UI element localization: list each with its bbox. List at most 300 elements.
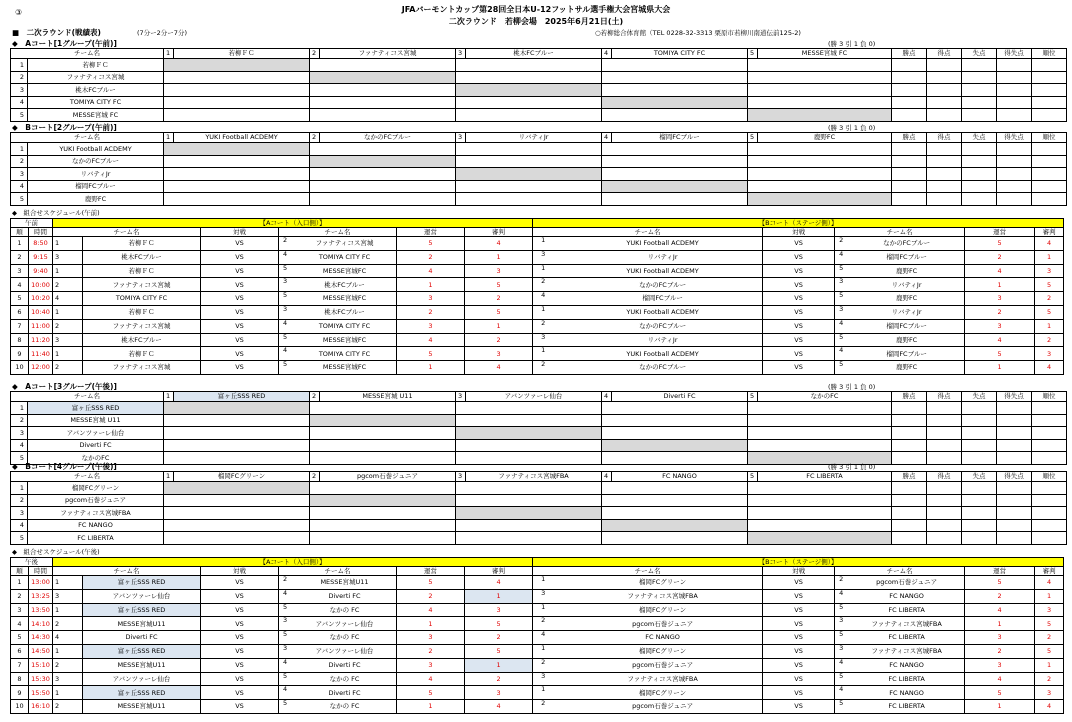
stat-cell[interactable] xyxy=(927,109,962,122)
result-cell[interactable] xyxy=(456,427,602,440)
b-team1-cell xyxy=(533,644,763,658)
match-time: 12:00 xyxy=(29,361,53,375)
stat-cell[interactable] xyxy=(892,482,927,495)
a-referee: 4 xyxy=(397,672,465,686)
stat-cell[interactable] xyxy=(927,519,962,532)
b-referee: 2 xyxy=(965,305,1035,319)
a-team2-name: Diverti FC xyxy=(328,591,361,600)
a-team2-name: MESSE宮城U11 xyxy=(320,578,369,587)
b-team2-name: ファナティコス宮城FBA xyxy=(871,619,942,628)
stat-cell[interactable] xyxy=(997,427,1032,440)
stat-cell[interactable] xyxy=(962,193,997,206)
result-cell[interactable] xyxy=(456,402,602,415)
stat-cell[interactable] xyxy=(997,71,1032,84)
b-team1-name: リバティJr xyxy=(647,335,678,344)
b-referee: 2 xyxy=(965,589,1035,603)
stat-header-points: 勝点 xyxy=(892,133,927,143)
stat-cell[interactable] xyxy=(892,180,927,193)
result-cell[interactable] xyxy=(164,452,310,465)
row-index: 2 xyxy=(11,494,28,507)
row-index: 2 xyxy=(11,155,28,168)
a-referee: 5 xyxy=(397,347,465,361)
stat-cell[interactable] xyxy=(962,168,997,181)
result-cell[interactable] xyxy=(748,84,892,97)
result-cell[interactable] xyxy=(748,71,892,84)
stat-cell[interactable] xyxy=(892,168,927,181)
stat-cell[interactable] xyxy=(1032,168,1067,181)
result-cell[interactable] xyxy=(456,143,602,156)
a-team2-cell xyxy=(279,361,397,375)
stat-cell[interactable] xyxy=(892,109,927,122)
b-vs: VS xyxy=(763,319,835,333)
stat-cell[interactable] xyxy=(997,109,1032,122)
result-cell[interactable] xyxy=(748,494,892,507)
result-cell[interactable] xyxy=(602,452,748,465)
stat-cell[interactable] xyxy=(962,427,997,440)
stat-cell[interactable] xyxy=(927,532,962,545)
result-cell[interactable] xyxy=(602,143,748,156)
stat-cell[interactable] xyxy=(927,168,962,181)
schedule-row xyxy=(11,576,1064,590)
stat-cell[interactable] xyxy=(1032,507,1067,520)
result-cell[interactable] xyxy=(456,168,602,181)
result-cell[interactable] xyxy=(602,439,748,452)
b-team2-name: FC LIBERTA xyxy=(888,674,925,683)
period-label: 午前 xyxy=(11,219,53,228)
a-team1-name: 富ヶ丘SSS RED xyxy=(83,686,201,700)
row-team-name: YUKI Football ACDEMY xyxy=(28,143,164,156)
stat-cell[interactable] xyxy=(1032,532,1067,545)
result-cell[interactable] xyxy=(602,109,748,122)
stat-cell[interactable] xyxy=(997,494,1032,507)
result-cell[interactable] xyxy=(164,168,310,181)
result-cell[interactable] xyxy=(748,59,892,72)
b-team1-index: 1 xyxy=(541,603,546,611)
schedule-row xyxy=(11,250,1064,264)
result-cell[interactable] xyxy=(602,532,748,545)
result-cell[interactable] xyxy=(310,71,456,84)
stat-cell[interactable] xyxy=(1032,439,1067,452)
result-cell[interactable] xyxy=(748,414,892,427)
stat-cell[interactable] xyxy=(962,180,997,193)
stat-cell[interactable] xyxy=(927,427,962,440)
result-cell[interactable] xyxy=(748,96,892,109)
a-judge: 4 xyxy=(465,700,533,714)
result-cell[interactable] xyxy=(748,439,892,452)
court-b-header: 【Bコート（ステージ側）】 xyxy=(533,219,1064,228)
result-cell[interactable] xyxy=(748,155,892,168)
result-cell[interactable] xyxy=(456,193,602,206)
b-team1-cell xyxy=(533,686,763,700)
b-team2-cell xyxy=(835,361,965,375)
a-judge: 3 xyxy=(465,264,533,278)
stat-cell[interactable] xyxy=(892,427,927,440)
a-team1-index: 1 xyxy=(53,305,83,319)
a-judge: 2 xyxy=(465,631,533,645)
stat-cell[interactable] xyxy=(962,452,997,465)
col-index: 5 xyxy=(748,472,758,482)
stat-cell[interactable] xyxy=(1032,143,1067,156)
stat-cell[interactable] xyxy=(962,84,997,97)
result-cell[interactable] xyxy=(164,143,310,156)
row-index: 2 xyxy=(11,71,28,84)
result-cell[interactable] xyxy=(310,507,456,520)
stat-cell[interactable] xyxy=(892,532,927,545)
stat-cell[interactable] xyxy=(927,439,962,452)
stat-cell[interactable] xyxy=(927,84,962,97)
a-judge: 1 xyxy=(465,250,533,264)
result-cell[interactable] xyxy=(310,427,456,440)
stat-cell[interactable] xyxy=(1032,96,1067,109)
col-team-name: なかのFCブルー xyxy=(320,133,456,143)
b-team1-index: 1 xyxy=(541,264,546,272)
result-cell[interactable] xyxy=(456,84,602,97)
result-cell[interactable] xyxy=(602,427,748,440)
result-cell[interactable] xyxy=(164,96,310,109)
stat-cell[interactable] xyxy=(927,71,962,84)
result-cell[interactable] xyxy=(748,168,892,181)
stat-cell[interactable] xyxy=(1032,414,1067,427)
stat-cell[interactable] xyxy=(997,439,1032,452)
result-cell[interactable] xyxy=(164,109,310,122)
result-cell[interactable] xyxy=(310,155,456,168)
a-referee: 2 xyxy=(397,644,465,658)
result-cell[interactable] xyxy=(456,519,602,532)
b-team1-cell xyxy=(533,305,763,319)
result-cell[interactable] xyxy=(310,519,456,532)
b-team1-cell xyxy=(533,278,763,292)
a-referee: 1 xyxy=(397,617,465,631)
result-cell[interactable] xyxy=(310,143,456,156)
stat-cell[interactable] xyxy=(892,84,927,97)
b-referee: 3 xyxy=(965,292,1035,306)
a-team2-cell xyxy=(279,589,397,603)
stat-cell[interactable] xyxy=(1032,59,1067,72)
time-header: 時間 xyxy=(29,567,53,576)
result-cell[interactable] xyxy=(456,452,602,465)
stat-cell[interactable] xyxy=(927,59,962,72)
stat-cell[interactable] xyxy=(892,452,927,465)
a-team1-name: TOMIYA CITY FC xyxy=(83,292,201,306)
result-cell[interactable] xyxy=(310,532,456,545)
b-team2-index: 4 xyxy=(839,685,844,694)
result-cell[interactable] xyxy=(456,439,602,452)
result-cell[interactable] xyxy=(164,59,310,72)
a-referee: 3 xyxy=(397,631,465,645)
stat-cell[interactable] xyxy=(1032,427,1067,440)
stat-cell[interactable] xyxy=(1032,109,1067,122)
result-cell[interactable] xyxy=(310,452,456,465)
stat-cell[interactable] xyxy=(997,507,1032,520)
b-vs: VS xyxy=(763,347,835,361)
stat-cell[interactable] xyxy=(997,168,1032,181)
stat-cell[interactable] xyxy=(997,532,1032,545)
result-cell[interactable] xyxy=(602,96,748,109)
result-cell[interactable] xyxy=(456,59,602,72)
stat-cell[interactable] xyxy=(962,414,997,427)
row-team-name: 桃木FCブルー xyxy=(28,84,164,97)
b-judge: 4 xyxy=(1035,576,1064,590)
result-cell[interactable] xyxy=(748,519,892,532)
result-cell[interactable] xyxy=(164,494,310,507)
result-cell[interactable] xyxy=(164,519,310,532)
result-cell[interactable] xyxy=(602,414,748,427)
col-index: 3 xyxy=(456,472,466,482)
result-cell[interactable] xyxy=(164,402,310,415)
result-cell[interactable] xyxy=(456,494,602,507)
stat-cell[interactable] xyxy=(1032,71,1067,84)
result-cell[interactable] xyxy=(310,193,456,206)
match-time: 13:00 xyxy=(29,576,53,590)
a-judge-header: 審判 xyxy=(465,228,533,237)
a-team2-index: 4 xyxy=(283,685,288,694)
result-cell[interactable] xyxy=(748,402,892,415)
schedule-row xyxy=(11,617,1064,631)
result-cell[interactable] xyxy=(164,71,310,84)
match-time: 10:20 xyxy=(29,292,53,306)
b-referee: 1 xyxy=(965,361,1035,375)
result-cell[interactable] xyxy=(456,71,602,84)
stat-cell[interactable] xyxy=(997,143,1032,156)
stat-cell[interactable] xyxy=(997,452,1032,465)
a-vs: VS xyxy=(201,347,279,361)
col-index: 5 xyxy=(748,392,758,402)
result-cell[interactable] xyxy=(164,414,310,427)
stat-cell[interactable] xyxy=(962,507,997,520)
stat-cell[interactable] xyxy=(892,193,927,206)
a-team1-name: MESSE宮城U11 xyxy=(83,617,201,631)
result-cell[interactable] xyxy=(310,96,456,109)
stat-cell[interactable] xyxy=(997,96,1032,109)
stat-cell[interactable] xyxy=(892,59,927,72)
stat-cell[interactable] xyxy=(1032,482,1067,495)
stat-cell[interactable] xyxy=(962,59,997,72)
stat-cell[interactable] xyxy=(892,96,927,109)
result-cell[interactable] xyxy=(456,414,602,427)
stat-cell[interactable] xyxy=(1032,494,1067,507)
result-cell[interactable] xyxy=(310,414,456,427)
stat-cell[interactable] xyxy=(1032,402,1067,415)
stat-cell[interactable] xyxy=(997,84,1032,97)
stat-cell[interactable] xyxy=(962,96,997,109)
result-cell[interactable] xyxy=(456,482,602,495)
stat-cell[interactable] xyxy=(997,155,1032,168)
result-cell[interactable] xyxy=(602,59,748,72)
result-cell[interactable] xyxy=(602,168,748,181)
stat-cell[interactable] xyxy=(997,193,1032,206)
result-cell[interactable] xyxy=(456,180,602,193)
stat-cell[interactable] xyxy=(962,494,997,507)
a-team2-cell xyxy=(279,686,397,700)
stat-cell[interactable] xyxy=(962,155,997,168)
b-team2-cell xyxy=(835,589,965,603)
stat-cell[interactable] xyxy=(962,439,997,452)
result-cell[interactable] xyxy=(602,494,748,507)
stat-cell[interactable] xyxy=(997,180,1032,193)
a-judge: 5 xyxy=(465,278,533,292)
period-label: 午後 xyxy=(11,558,53,567)
stat-cell[interactable] xyxy=(927,180,962,193)
row-index: 4 xyxy=(11,439,28,452)
col-index: 5 xyxy=(748,133,758,143)
stat-cell[interactable] xyxy=(1032,155,1067,168)
match-time: 14:10 xyxy=(29,617,53,631)
result-cell[interactable] xyxy=(602,180,748,193)
result-cell[interactable] xyxy=(748,507,892,520)
stat-cell[interactable] xyxy=(927,482,962,495)
col-index: 4 xyxy=(602,133,612,143)
result-cell[interactable] xyxy=(310,402,456,415)
match-number: 7 xyxy=(11,658,29,672)
result-cell[interactable] xyxy=(748,143,892,156)
stat-cell[interactable] xyxy=(997,482,1032,495)
result-cell[interactable] xyxy=(164,507,310,520)
result-cell[interactable] xyxy=(310,180,456,193)
a-team2-index: 5 xyxy=(283,603,288,611)
result-cell[interactable] xyxy=(748,427,892,440)
a-team1-name: アバンツァーレ仙台 xyxy=(83,672,201,686)
b-team2-index: 3 xyxy=(839,644,844,652)
row-team-name: MESSE宮城 U11 xyxy=(28,414,164,427)
result-cell[interactable] xyxy=(310,84,456,97)
a-judge: 1 xyxy=(465,658,533,672)
result-cell[interactable] xyxy=(748,193,892,206)
result-cell[interactable] xyxy=(164,180,310,193)
col-team-name: pgcom石巻ジュニア xyxy=(320,472,456,482)
result-cell[interactable] xyxy=(164,193,310,206)
stat-cell[interactable] xyxy=(892,71,927,84)
stat-cell[interactable] xyxy=(1032,84,1067,97)
b-team1-cell xyxy=(533,576,763,590)
stat-cell[interactable] xyxy=(927,402,962,415)
result-cell[interactable] xyxy=(748,482,892,495)
stat-header-gd: 得失点 xyxy=(997,472,1032,482)
result-cell[interactable] xyxy=(310,168,456,181)
col-team-name: FC LIBERTA xyxy=(758,472,892,482)
result-cell[interactable] xyxy=(456,109,602,122)
stat-cell[interactable] xyxy=(962,532,997,545)
stat-cell[interactable] xyxy=(892,519,927,532)
result-cell[interactable] xyxy=(164,482,310,495)
stat-cell[interactable] xyxy=(1032,519,1067,532)
col-team-name: ファナティコス宮城FBA xyxy=(466,472,602,482)
row-team-name: 榴岡FCグリーン xyxy=(28,482,164,495)
stat-cell[interactable] xyxy=(1032,180,1067,193)
b-judge: 3 xyxy=(1035,264,1064,278)
col-team-name: 富ヶ丘SSS RED xyxy=(174,392,310,402)
stat-cell[interactable] xyxy=(927,96,962,109)
result-cell[interactable] xyxy=(456,155,602,168)
result-cell[interactable] xyxy=(164,439,310,452)
result-cell[interactable] xyxy=(456,96,602,109)
result-cell[interactable] xyxy=(164,84,310,97)
a-team1-name: MESSE宮城U11 xyxy=(83,658,201,672)
a-team2-index: 5 xyxy=(283,630,288,639)
a-referee: 3 xyxy=(397,292,465,306)
stat-cell[interactable] xyxy=(927,507,962,520)
stat-cell[interactable] xyxy=(962,109,997,122)
stat-cell[interactable] xyxy=(927,494,962,507)
b-team1-name: 榴岡FCグリーン xyxy=(639,688,687,697)
standings-table xyxy=(10,391,1067,465)
result-cell[interactable] xyxy=(602,193,748,206)
stat-cell[interactable] xyxy=(892,439,927,452)
stat-cell[interactable] xyxy=(927,414,962,427)
stat-cell[interactable] xyxy=(962,482,997,495)
a-team1-name: 桃木FCブルー xyxy=(83,250,201,264)
result-cell[interactable] xyxy=(310,439,456,452)
result-cell[interactable] xyxy=(456,532,602,545)
result-cell[interactable] xyxy=(164,427,310,440)
stat-cell[interactable] xyxy=(892,494,927,507)
stat-cell[interactable] xyxy=(997,519,1032,532)
stat-cell[interactable] xyxy=(892,414,927,427)
col-index: 2 xyxy=(310,49,320,59)
stat-cell[interactable] xyxy=(962,143,997,156)
stat-cell[interactable] xyxy=(892,507,927,520)
stat-cell[interactable] xyxy=(927,193,962,206)
stat-cell[interactable] xyxy=(962,402,997,415)
stat-cell[interactable] xyxy=(1032,452,1067,465)
stat-cell[interactable] xyxy=(962,519,997,532)
stat-cell[interactable] xyxy=(927,155,962,168)
a-team2-name: ファナティコス宮城 xyxy=(315,239,374,248)
stat-cell[interactable] xyxy=(997,414,1032,427)
b-judge: 2 xyxy=(1035,672,1064,686)
result-cell[interactable] xyxy=(310,494,456,507)
result-cell[interactable] xyxy=(602,507,748,520)
col-team-name: FC NANGO xyxy=(612,472,748,482)
a-vs: VS xyxy=(201,589,279,603)
result-cell[interactable] xyxy=(310,482,456,495)
b-team1-index: 3 xyxy=(541,672,546,680)
stat-cell[interactable] xyxy=(927,452,962,465)
result-cell[interactable] xyxy=(310,109,456,122)
result-cell[interactable] xyxy=(164,155,310,168)
b-team1-name: ファナティコス宮城FBA xyxy=(627,674,698,683)
stat-cell[interactable] xyxy=(1032,193,1067,206)
b-referee: 4 xyxy=(965,672,1035,686)
standings-table xyxy=(10,48,1067,122)
stat-cell[interactable] xyxy=(892,155,927,168)
no-header: 順 xyxy=(11,228,29,237)
result-cell[interactable] xyxy=(602,155,748,168)
result-cell[interactable] xyxy=(456,507,602,520)
result-cell[interactable] xyxy=(602,482,748,495)
result-cell[interactable] xyxy=(748,109,892,122)
result-cell[interactable] xyxy=(602,519,748,532)
stat-cell[interactable] xyxy=(962,71,997,84)
stat-cell[interactable] xyxy=(892,143,927,156)
result-cell[interactable] xyxy=(164,532,310,545)
result-cell[interactable] xyxy=(748,532,892,545)
result-cell[interactable] xyxy=(602,84,748,97)
stat-cell[interactable] xyxy=(892,402,927,415)
a-team1-index: 3 xyxy=(53,250,83,264)
result-cell[interactable] xyxy=(310,59,456,72)
stat-cell[interactable] xyxy=(997,402,1032,415)
result-cell[interactable] xyxy=(748,180,892,193)
b-team2-index: 3 xyxy=(839,616,844,625)
result-cell[interactable] xyxy=(602,71,748,84)
result-cell[interactable] xyxy=(602,402,748,415)
stat-cell[interactable] xyxy=(927,143,962,156)
col-index: 3 xyxy=(456,133,466,143)
b-vs: VS xyxy=(763,603,835,617)
stat-cell[interactable] xyxy=(997,59,1032,72)
stat-header-rank: 順位 xyxy=(1032,49,1067,59)
a-team1-name: 富ヶ丘SSS RED xyxy=(83,644,201,658)
